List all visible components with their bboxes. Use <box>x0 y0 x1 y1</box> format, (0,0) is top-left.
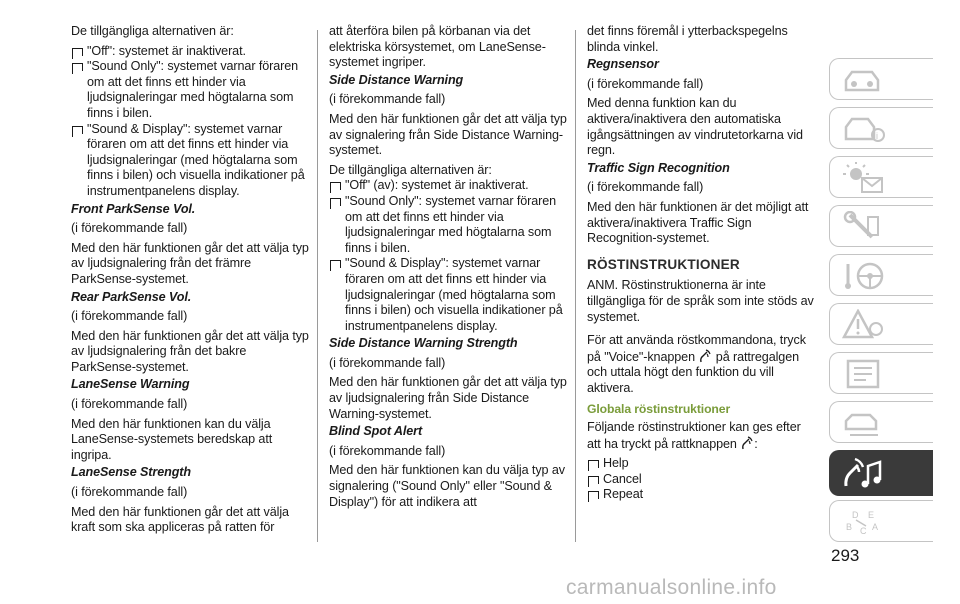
option-item: "Sound & Display": systemet varnar föraren om att det finns ett hinder via ljudsignaleringar (med högtalarna som finns i bilen) och visuella indikationer på instrumentpanelens display. <box>71 122 309 200</box>
lanesense-strength-note: (i förekommande fall) <box>71 485 188 500</box>
option-item: "Sound Only": systemet varnar föraren om att det finns ett hinder via ljudsignaleringar med högtalarna som finns i bilen. <box>71 59 309 121</box>
column-2 <box>329 24 567 510</box>
bullet-icon <box>72 63 83 71</box>
bullet-icon <box>588 476 599 484</box>
voice-button-icon <box>740 436 754 450</box>
bullet-icon <box>330 260 341 268</box>
svg-text:D: D <box>852 510 859 520</box>
front-parksense-heading: Front ParkSense Vol. <box>71 201 196 216</box>
column-3 <box>587 24 817 503</box>
rain-sensor-heading: Regnsensor <box>587 57 659 72</box>
blind-spot-heading: Blind Spot Alert <box>329 424 423 439</box>
option-item: "Off" (av): systemet är inaktiverat. <box>329 178 567 194</box>
tab-service[interactable] <box>829 205 933 247</box>
bullet-icon <box>72 48 83 56</box>
command-item: Help <box>587 456 817 472</box>
bullet-icon <box>588 460 599 468</box>
sdw-strength-note: (i förekommande fall) <box>329 355 446 370</box>
options-intro: De tillgängliga alternativen är: <box>71 24 234 38</box>
bullet-icon <box>330 198 341 206</box>
watermark: carmanualsonline.info <box>566 576 777 599</box>
lanesense-warning-text: Med den här funktionen kan du välja LaneSense-systemets beredskap att ingripa. <box>71 416 273 462</box>
side-distance-warning-text: Med den här funktionen går det att välja typ av signalering från Side Distance Warning-systemet. <box>329 111 567 158</box>
light-mail-icon <box>842 162 886 194</box>
front-parksense-text: Med den här funktionen går det att välja typ av ljudsignalering från det främre ParkSense-systemet. <box>71 240 309 286</box>
svg-text:B: B <box>846 522 853 532</box>
tab-steering[interactable] <box>829 254 933 296</box>
tab-lights-messages[interactable] <box>829 156 933 198</box>
service-wrench-icon <box>842 211 886 243</box>
column-divider <box>575 30 576 542</box>
option-item: "Off": systemet är inaktiverat. <box>71 44 309 60</box>
option-item: "Sound & Display": systemet varnar föraren om att det finns ett hinder via ljudsignaleringar (med högtalarna som finns i bilen) och visuella indikationer på instrumentpanelens display. <box>329 256 567 334</box>
command-item: Repeat <box>587 487 817 503</box>
steering-wheel-icon <box>842 260 886 292</box>
tab-car-info[interactable] <box>829 107 933 149</box>
command-item: Cancel <box>587 472 817 488</box>
index-letters-icon <box>842 506 886 538</box>
rear-parksense-text: Med den här funktionen går det att välja typ av ljudsignalering från det bakre ParkSense-systemet. <box>71 328 309 374</box>
global-voice-text: Följande röstinstruktioner kan ges efter att ha tryckt på rattknappen : <box>587 420 801 451</box>
side-distance-warning-heading: Side Distance Warning <box>329 72 464 87</box>
option-item: "Sound Only": systemet varnar föraren om att det finns ett hinder via ljudsignaleringar med högtalarna som finns i bilen. <box>329 194 567 256</box>
continued-text: det finns föremål i ytterbackspegelns blinda vinkel. <box>587 24 788 54</box>
manual-book-icon <box>842 358 886 390</box>
traffic-sign-note: (i förekommande fall) <box>587 180 704 195</box>
rear-parksense-note: (i förekommande fall) <box>71 309 188 324</box>
tab-warning[interactable] <box>829 303 933 345</box>
traffic-sign-text: Med den här funktionen är det möjligt att aktivera/inaktivera Traffic Sign Recognition-systemet. <box>587 199 809 246</box>
page-number: 293 <box>831 546 860 565</box>
sdw-strength-text: Med den här funktionen går det att välja typ av ljudsignalering från Side Distance Warning-systemet. <box>329 375 567 421</box>
svg-text:A: A <box>872 522 879 532</box>
tab-car-specs[interactable] <box>829 401 933 443</box>
car-specs-icon <box>842 407 886 439</box>
options-intro: De tillgängliga alternativen är: <box>329 162 492 177</box>
front-parksense-note: (i förekommande fall) <box>71 221 188 236</box>
column-1 <box>71 24 309 536</box>
global-voice-heading: Globala röstinstruktioner <box>587 402 731 417</box>
section-title: RÖSTINSTRUKTIONER <box>587 256 740 272</box>
blind-spot-note: (i förekommande fall) <box>329 443 446 458</box>
bullet-icon <box>588 491 599 499</box>
continued-text: att återföra bilen på körbanan via det elektriska körsystemet, om LaneSense-systemet ingriper. <box>329 24 546 70</box>
side-distance-warning-note: (i förekommande fall) <box>329 92 446 107</box>
rain-sensor-text: Med denna funktion kan du aktivera/inaktivera den automatiska igångsättningen av vindrutetorkarna vid regn. <box>587 96 803 158</box>
car-info-icon <box>842 113 886 145</box>
rear-parksense-heading: Rear ParkSense Vol. <box>71 289 192 304</box>
svg-text:C: C <box>860 526 867 536</box>
svg-text:i: i <box>876 131 878 141</box>
voice-button-icon <box>698 349 712 363</box>
voice-usage: För att använda röstkommandona, tryck på "Voice"-knappen på rattregalgen och uttala högt den funktion du vill aktivera. <box>587 333 806 395</box>
car-dashboard-icon <box>842 64 886 96</box>
sdw-strength-heading: Side Distance Warning Strength <box>329 336 518 351</box>
column-divider <box>317 30 318 542</box>
voice-note: ANM. Röstinstruktionerna är inte tillgängliga för de språk som inte stöds av systemet. <box>587 278 814 324</box>
warning-triangle-icon <box>842 309 886 341</box>
lanesense-warning-heading: LaneSense Warning <box>71 377 190 392</box>
bullet-icon <box>330 182 341 190</box>
rain-sensor-note: (i förekommande fall) <box>587 76 704 91</box>
lanesense-strength-text: Med den här funktionen går det att välja kraft som ska appliceras på ratten för <box>71 504 289 535</box>
tab-manual[interactable] <box>829 352 933 394</box>
lanesense-warning-note: (i förekommande fall) <box>71 397 188 412</box>
radio-music-icon <box>842 456 886 492</box>
lanesense-strength-heading: LaneSense Strength <box>71 465 191 480</box>
blind-spot-text: Med den här funktionen kan du välja typ av signalering ("Sound Only" eller "Sound & Display") för att indikera att <box>329 463 565 509</box>
svg-text:E: E <box>868 510 875 520</box>
bullet-icon <box>72 126 83 134</box>
tab-car-dashboard[interactable] <box>829 58 933 100</box>
tab-radio-music[interactable] <box>829 450 933 496</box>
traffic-sign-heading: Traffic Sign Recognition <box>587 160 730 175</box>
tab-index[interactable] <box>829 500 933 542</box>
